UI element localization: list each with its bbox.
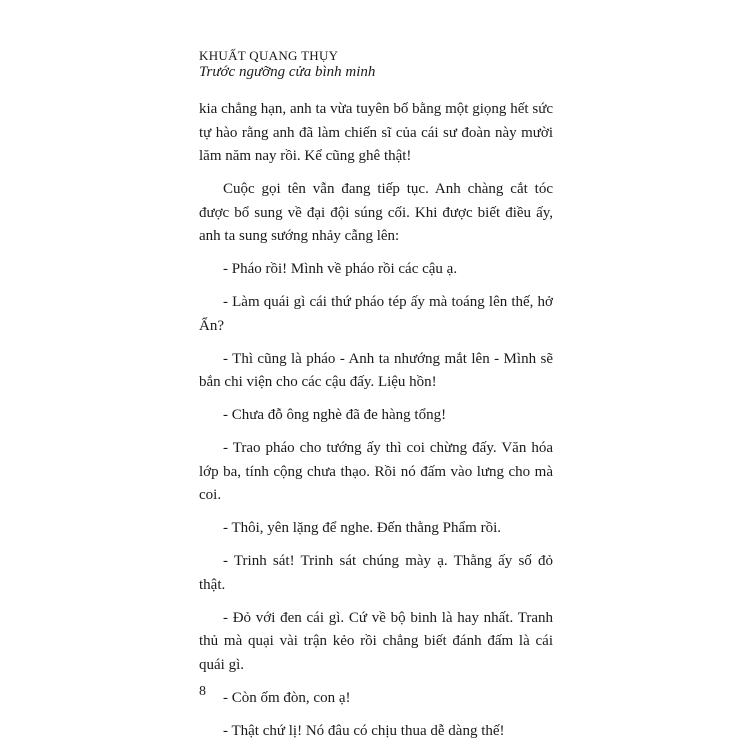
paragraph: Cuộc gọi tên vẫn đang tiếp tục. Anh chàng cắt tóc được bổ sung về đại đội súng cối. Khi được biết điều ấy, anh ta sung sướng nhảy cẫng lên: xyxy=(199,181,553,244)
dialogue-line: - Trinh sát! Trinh sát chúng mày ạ. Thằng ấy số đỏ thật. xyxy=(199,553,553,593)
dialogue-line: - Đỏ với đen cái gì. Cứ về bộ binh là hay nhất. Tranh thủ mà quại vài trận kẻo rồi chẳng biết đánh đấm là cái quái gì. xyxy=(199,609,553,673)
body-text xyxy=(199,98,553,753)
running-head xyxy=(199,48,599,81)
dialogue-line: - Thôi, yên lặng để nghe. Đến thằng Phẩm rồi. xyxy=(223,520,501,536)
page-number: 8 xyxy=(199,684,206,699)
dialogue-line: - Pháo rồi! Mình về pháo rồi các cậu ạ. xyxy=(223,261,458,277)
paragraph: kia chẳng hạn, anh ta vừa tuyên bố bằng một giọng hết sức tự hào rằng anh đã làm chiến sĩ của cái sư đoàn này mười lăm năm nay rồi. Kể cũng ghê thật! xyxy=(199,101,553,164)
dialogue-line: - Trao pháo cho tướng ấy thì coi chừng đấy. Văn hóa lớp ba, tính cộng chưa thạo. Rồi nó đấm vào lưng cho mà coi. xyxy=(199,440,553,503)
author-name: KHUẤT QUANG THỤY xyxy=(199,48,339,63)
book-title: Trước ngưỡng cửa bình minh xyxy=(199,64,376,80)
dialogue-line: - Chưa đỗ ông nghè đã đe hàng tổng! xyxy=(223,407,447,423)
dialogue-line: - Thật chứ lị! Nó đâu có chịu thua dễ dàng thế! xyxy=(223,722,505,739)
dialogue-line: - Làm quái gì cái thứ pháo tép ấy mà toáng lên thế, hở Ẩn? xyxy=(199,294,553,334)
dialogue-line: - Còn ốm đòn, con ạ! xyxy=(223,689,351,706)
dialogue-line: - Thì cũng là pháo - Anh ta nhướng mắt lên - Mình sẽ bắn chi viện cho các cậu đấy. Liệu hồn! xyxy=(199,350,553,390)
